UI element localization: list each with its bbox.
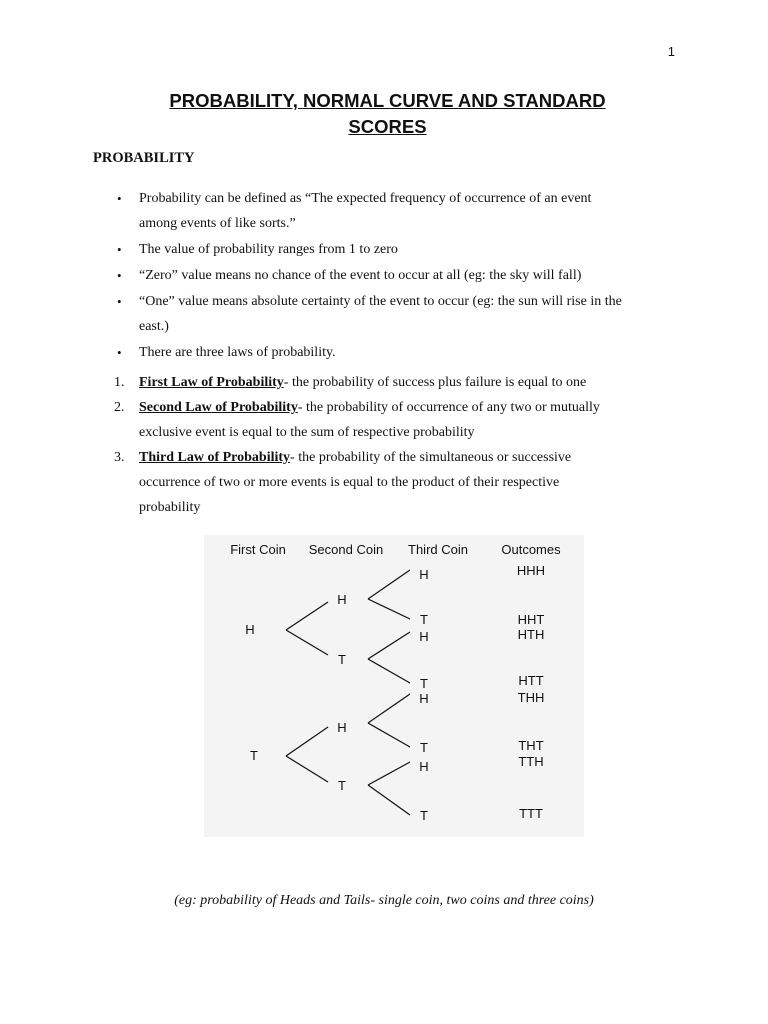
outcome-label: THH	[517, 690, 545, 705]
law-text-line: exclusive event is equal to the sum of respective probability	[139, 425, 475, 440]
third-coin-label: T	[420, 740, 428, 755]
tree-branch	[286, 727, 328, 756]
tree-svg	[204, 535, 584, 837]
tree-branch	[368, 570, 410, 599]
law-first-line: Third Law of Probability- the probability of the simultaneous or successive	[139, 450, 572, 465]
outcome-label: TTH	[518, 754, 544, 769]
law-item	[0, 445, 674, 520]
tree-header: Second Coin	[308, 542, 384, 557]
third-coin-label: H	[419, 629, 429, 644]
third-coin-label: H	[419, 759, 429, 774]
third-coin-label: T	[420, 808, 428, 823]
third-coin-label: H	[419, 691, 429, 706]
law-number: 3.	[114, 450, 125, 465]
bullet-text-line: There are three laws of probability.	[139, 345, 336, 360]
tree-header: Third Coin	[408, 542, 468, 557]
bullet-text-line: “One” value means absolute certainty of the event to occur (eg: the sun will rise in the	[139, 294, 622, 309]
second-coin-label: H	[337, 592, 347, 607]
outcome-label: HTT	[518, 673, 544, 688]
bullet-mark: •	[117, 294, 122, 309]
tree-branch	[368, 785, 410, 815]
outcome-label: HTH	[517, 627, 545, 642]
tree-branch	[286, 602, 328, 630]
tree-branch	[286, 630, 328, 655]
second-coin-label: T	[338, 652, 346, 667]
laws-list	[0, 370, 674, 520]
bullet-item	[0, 289, 674, 339]
outcome-label: HHH	[516, 563, 546, 578]
law-text-line: occurrence of two or more events is equal to the product of their respective	[139, 475, 560, 490]
tree-header: First Coin	[230, 542, 286, 557]
law-item	[0, 395, 674, 445]
document-title	[110, 88, 665, 140]
third-coin-label: T	[420, 676, 428, 691]
law-first-line: First Law of Probability- the probability of success plus failure is equal to one	[139, 375, 587, 390]
law-number: 2.	[114, 400, 125, 415]
bullet-text-line: “Zero” value means no chance of the event to occur at all (eg: the sky will fall)	[139, 268, 582, 283]
bullet-mark: •	[117, 242, 122, 257]
law-name: Second Law of Probability	[139, 400, 298, 415]
tree-branch	[368, 762, 410, 785]
tree-branch	[368, 723, 410, 747]
third-coin-label: T	[420, 612, 428, 627]
bullet-text-line: Probability can be defined as “The expected frequency of occurrence of an event	[139, 191, 592, 206]
law-text-line: probability	[139, 500, 201, 515]
first-coin-label: H	[245, 622, 255, 637]
law-number: 1.	[114, 375, 125, 390]
outcome-label: THT	[518, 738, 544, 753]
bullet-item	[0, 186, 674, 236]
third-coin-label: H	[419, 567, 429, 582]
second-coin-label: T	[338, 778, 346, 793]
bullet-item	[0, 263, 674, 288]
title-line-1: PROBABILITY, NORMAL CURVE AND STANDARD	[169, 90, 606, 111]
tree-branch	[368, 659, 410, 683]
law-name: Third Law of Probability	[139, 450, 291, 465]
bullet-text-line: The value of probability ranges from 1 to zero	[139, 242, 398, 257]
bullet-mark: •	[117, 345, 122, 360]
bullet-list	[0, 186, 674, 366]
law-first-line: Second Law of Probability- the probability of occurrence of any two or mutually	[139, 400, 600, 415]
outcome-label: TTT	[519, 806, 543, 821]
bullet-text-line: among events of like sorts.”	[139, 216, 296, 231]
law-item	[0, 370, 674, 395]
second-coin-label: H	[337, 720, 347, 735]
bullet-mark: •	[117, 268, 122, 283]
probability-tree-diagram	[204, 535, 584, 837]
bullet-mark: •	[117, 191, 122, 206]
tree-header: Outcomes	[501, 542, 561, 557]
bullet-item	[0, 237, 674, 262]
law-name: First Law of Probability	[139, 375, 284, 390]
tree-branch	[368, 632, 410, 659]
section-heading-probability: PROBABILITY	[93, 150, 195, 166]
outcome-label: HHT	[517, 612, 545, 627]
diagram-caption: (eg: probability of Heads and Tails- single coin, two coins and three coins)	[174, 893, 594, 908]
tree-branch	[368, 694, 410, 723]
first-coin-label: T	[250, 748, 258, 763]
page-number: 1	[667, 44, 675, 59]
bullet-text-line: east.)	[139, 319, 169, 334]
tree-branch	[286, 756, 328, 782]
title-line-2: SCORES	[348, 116, 427, 137]
bullet-item	[0, 340, 674, 365]
tree-branch	[368, 599, 410, 619]
